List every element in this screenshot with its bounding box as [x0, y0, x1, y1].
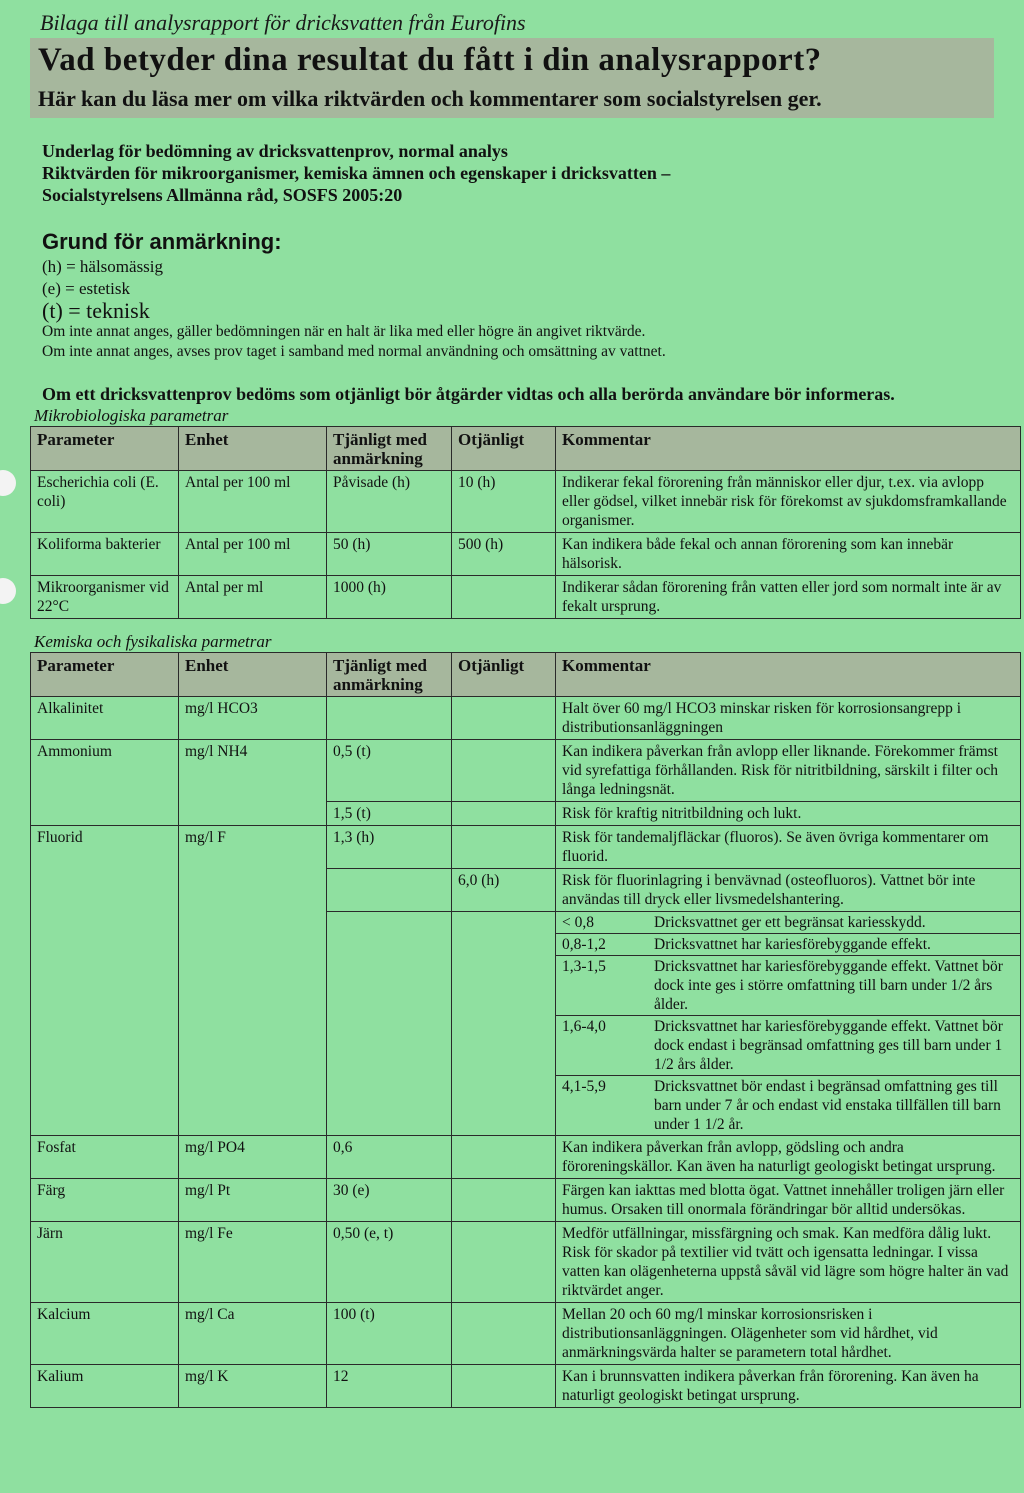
table-row: [31, 576, 1021, 619]
cell-unit: mg/l PO4: [179, 1136, 327, 1179]
table-row: [31, 1136, 1021, 1179]
range-comment: Dricksvattnet har kariesförebyggande effekt. Vattnet bör dock inte ges i större omfattning till barn under 1/2 års ålder.: [654, 958, 1003, 1013]
cell-comment: Färgen kan iakttas med blotta ögat. Vattnet innehåller troligen järn eller humus. Orsaken till onormala förändringar bör alltid undersökas.: [556, 1179, 1021, 1222]
cell-unit: Antal per 100 ml: [179, 533, 327, 576]
micro-section-label: Mikrobiologiska parametrar: [34, 406, 229, 425]
cell-unit: mg/l K: [179, 1365, 327, 1408]
action-statement: Om ett dricksvattenprov bedöms som otjänligt bör åtgärder vidtas och alla berörda användare bör informeras.: [42, 384, 895, 404]
cell-bad: [452, 1222, 556, 1303]
cell-ok: 0,5 (t): [327, 740, 452, 802]
cell-bad: 6,0 (h): [452, 869, 556, 912]
table-row: [31, 1303, 1021, 1365]
range-value: 1,3-1,5: [562, 958, 606, 975]
cell-unit: mg/l HCO3: [179, 697, 327, 740]
range-value: < 0,8: [562, 914, 594, 931]
cell-unit: Antal per 100 ml: [179, 471, 327, 533]
grund-title: Grund för anmärkning:: [42, 229, 282, 254]
range-value: 0,8-1,2: [562, 936, 606, 953]
range-row: [556, 1076, 1020, 1135]
document-subtitle: Bilaga till analysrapport för dricksvatten från Eurofins: [40, 10, 526, 35]
table-row: [31, 1222, 1021, 1303]
cell-bad: [452, 912, 556, 1136]
cell-unit: Antal per ml: [179, 576, 327, 619]
cell-comment: Kan i brunnsvatten indikera påverkan från förorening. Kan även ha naturligt geologiskt betingat ursprung.: [556, 1365, 1021, 1408]
grund-e: (e) = estetisk: [42, 279, 130, 298]
col-parameter: Parameter: [31, 427, 179, 471]
cell-ok: [327, 697, 452, 740]
cell-param: Escherichia coli (E. coli): [31, 471, 179, 533]
col-parameter: Parameter: [31, 653, 179, 697]
cell-param: Kalcium: [31, 1303, 179, 1365]
grund-note: Om inte annat anges, avses prov taget i samband med normal användning och omsättning av vattnet.: [42, 343, 666, 360]
grund-t: (t) = teknisk: [42, 298, 150, 323]
cell-bad: [452, 740, 556, 802]
chem-section-label: Kemiska och fysikaliska parmetrar: [34, 632, 272, 651]
cell-ok: 1000 (h): [327, 576, 452, 619]
cell-bad: [452, 576, 556, 619]
cell-comment: Indikerar sådan förorening från vatten eller jord som normalt inte är av fekalt ursprung.: [556, 576, 1021, 619]
col-bad: Otjänligt: [452, 653, 556, 697]
cell-bad: [452, 1136, 556, 1179]
range-comment: Dricksvattnet har kariesförebyggande effekt.: [654, 936, 931, 953]
cell-bad: [452, 826, 556, 869]
cell-bad: [452, 1303, 556, 1365]
cell-bad: 10 (h): [452, 471, 556, 533]
grund-note: Om inte annat anges, gäller bedömningen när en halt är lika med eller högre än angivet riktvärde.: [42, 323, 646, 340]
cell-bad: [452, 1365, 556, 1408]
grund-block: [42, 228, 666, 362]
cell-param: Fluorid: [31, 826, 179, 1136]
col-comment: Kommentar: [556, 427, 1021, 471]
col-bad: Otjänligt: [452, 427, 556, 471]
range-row: [556, 934, 1020, 956]
table-row: [31, 1179, 1021, 1222]
cell-param: Alkalinitet: [31, 697, 179, 740]
cell-ok: 0,50 (e, t): [327, 1222, 452, 1303]
cell-comment: Kan indikera påverkan från avlopp, gödsling och andra föroreningskällor. Kan även ha naturligt geologiskt betingat ursprung.: [556, 1136, 1021, 1179]
cell-unit: mg/l Pt: [179, 1179, 327, 1222]
cell-ok: 50 (h): [327, 533, 452, 576]
basis-line: Underlag för bedömning av dricksvattenprov, normal analys: [42, 141, 508, 161]
basis-line: Riktvärden för mikroorganismer, kemiska ämnen och egenskaper i dricksvatten –: [42, 163, 671, 183]
cell-comment: Indikerar fekal förorening från människor eller djur, t.ex. via avlopp eller gödsel, vilket innebär risk för förekomst av sjukdomsframkallande organismer.: [556, 471, 1021, 533]
page-title: Vad betyder dina resultat du fått i din analysrapport?: [38, 42, 822, 78]
cell-ok: 1,3 (h): [327, 826, 452, 869]
range-comment: Dricksvattnet har kariesförebyggande effekt. Vattnet bör dock endast i begränsad omfattning ges till barn under 1 1/2 års ålder.: [654, 1018, 1003, 1073]
cell-unit: mg/l NH4: [179, 740, 327, 826]
table-row: [31, 740, 1021, 802]
range-value: 4,1-5,9: [562, 1078, 606, 1095]
cell-comment: Halt över 60 mg/l HCO3 minskar risken för korrosionsangrepp i distributionsanläggningen: [556, 697, 1021, 740]
cell-param: Färg: [31, 1179, 179, 1222]
cell-ok: [327, 912, 452, 1136]
table-row: [31, 1365, 1021, 1408]
cell-ok: Påvisade (h): [327, 471, 452, 533]
cell-param: Koliforma bakterier: [31, 533, 179, 576]
range-row: [556, 956, 1020, 1016]
cell-comment: Risk för fluorinlagring i benvävnad (osteofluoros). Vattnet bör inte användas till dryck eller livsmedelshantering.: [556, 869, 1021, 912]
basis-line: Socialstyrelsens Allmänna råd, SOSFS 2005:20: [42, 185, 403, 205]
col-unit: Enhet: [179, 427, 327, 471]
cell-ok: [327, 869, 452, 912]
cell-param: Ammonium: [31, 740, 179, 826]
table-row: [31, 826, 1021, 869]
table-header-row: [31, 653, 1021, 697]
cell-comment: Medför utfällningar, missfärgning och smak. Kan medföra dålig lukt. Risk för skador på textilier vid tvätt och igensatta ledningar. I vissa vatten kan olägenheterna uppstå såväl vid lägre som högre halter än vad riktvärdet anger.: [556, 1222, 1021, 1303]
range-comment: Dricksvattnet bör endast i begränsad omfattning ges till barn under 7 år och endast vid enstaka tillfällen till barn under 1 1/2 år.: [654, 1078, 1001, 1133]
cell-param: Järn: [31, 1222, 179, 1303]
cell-comment: Risk för kraftig nitritbildning och lukt.: [556, 802, 1021, 826]
cell-param: Kalium: [31, 1365, 179, 1408]
cell-param: Mikroorganismer vid 22°C: [31, 576, 179, 619]
range-value: 1,6-4,0: [562, 1018, 606, 1035]
range-comment: Dricksvattnet ger ett begränsat kariesskydd.: [654, 914, 926, 931]
punch-hole: [0, 470, 16, 496]
title-banner: [30, 38, 994, 118]
table-row: [31, 471, 1021, 533]
cell-comment: Kan indikera både fekal och annan förorening som kan innebär hälsorisk.: [556, 533, 1021, 576]
basis-block: [42, 140, 670, 206]
cell-ok: 1,5 (t): [327, 802, 452, 826]
table-row: [31, 533, 1021, 576]
page-tagline: Här kan du läsa mer om vilka riktvärden och kommentarer som socialstyrelsen ger.: [38, 86, 822, 111]
grund-h: (h) = hälsomässig: [42, 257, 164, 276]
range-row: [556, 1016, 1020, 1076]
cell-unit: mg/l Fe: [179, 1222, 327, 1303]
col-unit: Enhet: [179, 653, 327, 697]
cell-param: Fosfat: [31, 1136, 179, 1179]
cell-unit: mg/l Ca: [179, 1303, 327, 1365]
cell-ok: 12: [327, 1365, 452, 1408]
punch-hole: [0, 578, 16, 604]
cell-bad: [452, 1179, 556, 1222]
cell-comment: Mellan 20 och 60 mg/l minskar korrosionsrisken i distributionsanläggningen. Olägenheter som vid hårdhet, vid anmärkningsvärda halter se parametern total hårdhet.: [556, 1303, 1021, 1365]
col-comment: Kommentar: [556, 653, 1021, 697]
cell-bad: [452, 802, 556, 826]
range-row: [556, 912, 1020, 934]
micro-table: [30, 426, 1021, 619]
chem-table: [30, 652, 1021, 1408]
cell-ok: 30 (e): [327, 1179, 452, 1222]
cell-unit: mg/l F: [179, 826, 327, 1136]
cell-comment: Risk för tandemaljfläckar (fluoros). Se även övriga kommentarer om fluorid.: [556, 826, 1021, 869]
cell-comment: Kan indikera påverkan från avlopp eller liknande. Förekommer främst vid syrefattiga förhållanden. Risk för nitritbildning, särskilt i filter och långa ledningsnät.: [556, 740, 1021, 802]
cell-ok: 0,6: [327, 1136, 452, 1179]
col-ok: Tjänligt med anmärkning: [327, 653, 452, 697]
table-header-row: [31, 427, 1021, 471]
cell-bad: [452, 697, 556, 740]
cell-ok: 100 (t): [327, 1303, 452, 1365]
col-ok: Tjänligt med anmärkning: [327, 427, 452, 471]
table-row: [31, 697, 1021, 740]
cell-bad: 500 (h): [452, 533, 556, 576]
fluorid-range-cell: [556, 912, 1021, 1136]
